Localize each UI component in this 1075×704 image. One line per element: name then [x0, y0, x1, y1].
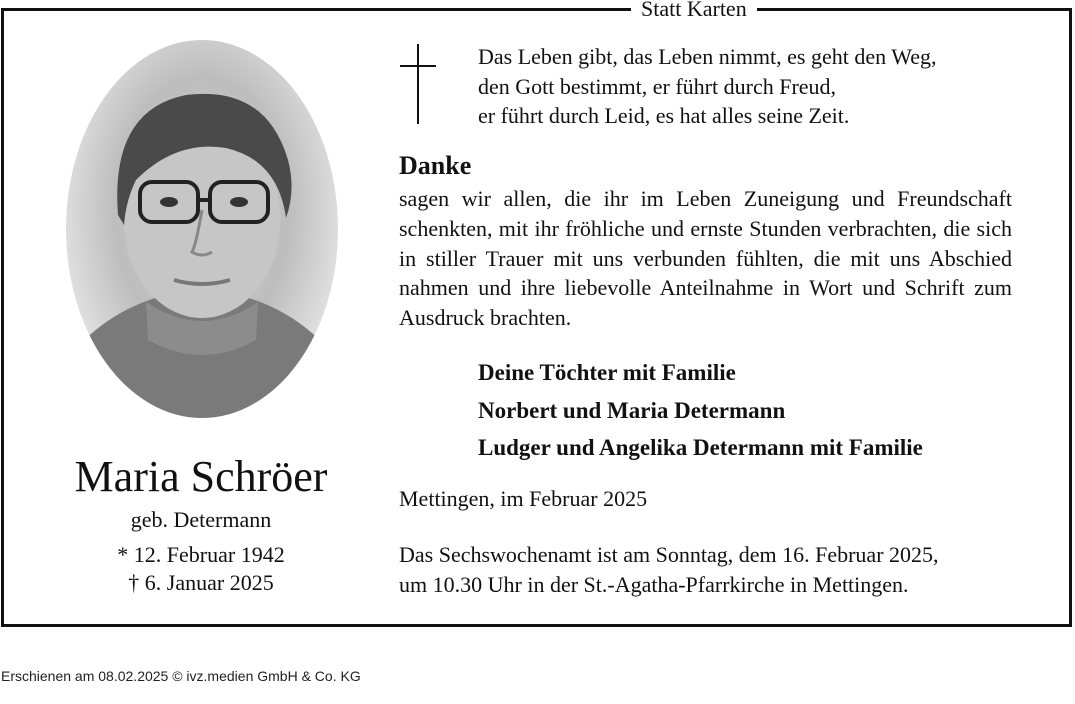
- thanks-heading: Danke: [399, 151, 472, 180]
- poem-line: Das Leben gibt, das Leben nimmt, es geht den Weg,: [478, 44, 937, 69]
- header-label: Statt Karten: [631, 0, 757, 21]
- poem: [478, 42, 937, 131]
- portrait-illustration: [66, 40, 338, 418]
- service-line: Das Sechswochenamt ist am Sonntag, dem 16. Februar 2025,: [399, 542, 939, 567]
- poem-line: er führt durch Leid, es hat alles seine Zeit.: [478, 103, 850, 128]
- signer-line: Deine Töchter mit Familie: [478, 360, 736, 385]
- poem-line: den Gott bestimmt, er führt durch Freud,: [478, 73, 837, 99]
- deceased-name: Maria Schröer: [74, 452, 328, 501]
- thanks-body: sagen wir allen, die ihr im Leben Zuneigung und Freundschaft schenkten, mit ihr fröhliche und ernste Stunden verbrachten, die sich in stiller Trauer mit uns verbunden fühlten, die mit uns Abschied nahmen und ihre liebevolle Anteilnahme in Wort und Schrift zum Ausdruck brachten.: [399, 186, 1012, 331]
- death-date: † 6. Januar 2025: [128, 570, 274, 595]
- signer-line: Ludger und Angelika Determann mit Familie: [478, 435, 923, 460]
- portrait-photo: [66, 40, 338, 418]
- service-line: um 10.30 Uhr in der St.-Agatha-Pfarrkirche in Mettingen.: [399, 571, 909, 597]
- birth-date: * 12. Februar 1942: [117, 542, 285, 567]
- signers: [478, 354, 923, 467]
- service-info: [399, 540, 939, 599]
- publication-footer: Erschienen am 08.02.2025 © ivz.medien GmbH & Co. KG: [1, 668, 361, 684]
- signer-line: Norbert und Maria Determann: [478, 397, 786, 423]
- cross-icon: [398, 44, 438, 124]
- birth-name: geb. Determann: [130, 507, 272, 532]
- place-date: Mettingen, im Februar 2025: [399, 486, 648, 511]
